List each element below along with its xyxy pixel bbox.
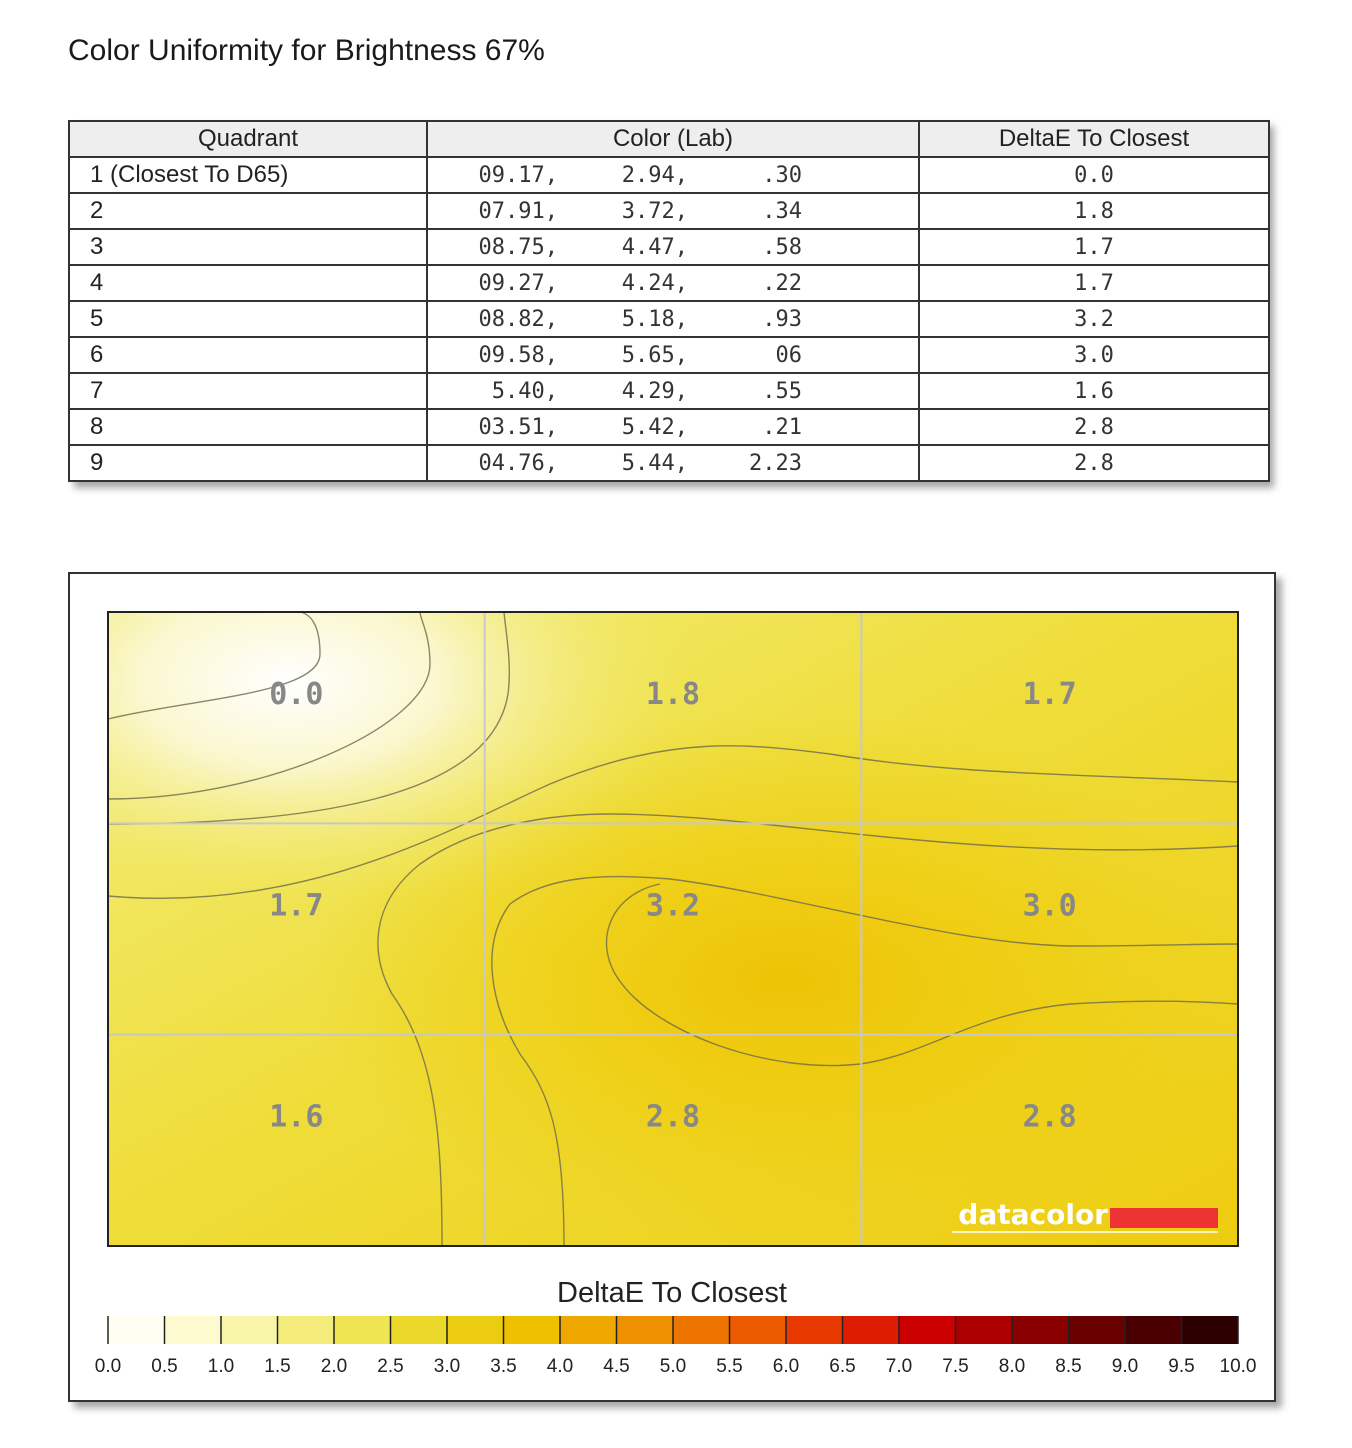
- colorbar-segment: [617, 1316, 674, 1344]
- cell-value-label: 1.7: [1022, 677, 1077, 712]
- lab-a-value: 2.94,: [621, 163, 688, 188]
- colorbar-segment: [108, 1316, 165, 1344]
- deltae-cell: 3.2: [919, 301, 1269, 337]
- colorbar-tick-label: 3.5: [490, 1356, 517, 1377]
- lab-a-value: 5.44,: [621, 451, 688, 476]
- deltae-cell: 0.0: [919, 157, 1269, 193]
- table-row: [69, 445, 1269, 481]
- lab-a-value: 5.65,: [621, 343, 688, 368]
- quadrant-cell: 9: [69, 445, 427, 481]
- lab-l-value: 08.82,: [478, 307, 558, 332]
- colorbar-segment: [673, 1316, 730, 1344]
- page-title: Color Uniformity for Brightness 67%: [68, 34, 545, 67]
- table-row: [69, 337, 1269, 373]
- lab-l-value: 09.27,: [478, 271, 558, 296]
- cell-value-label: 1.8: [645, 677, 701, 712]
- colorbar-tick-label: 5.5: [716, 1356, 743, 1377]
- colorbar-segment: [956, 1316, 1013, 1344]
- lab-table: [68, 120, 1268, 482]
- table-row: [69, 301, 1269, 337]
- quadrant-cell: 6: [69, 337, 427, 373]
- colorbar-tick-label: 7.0: [885, 1356, 913, 1377]
- lab-b-value: .30: [762, 163, 802, 188]
- lab-l-value: 5.40,: [491, 379, 558, 404]
- colorbar-segment: [899, 1316, 956, 1344]
- lab-cell: [427, 373, 919, 409]
- header-deltae: DeltaE To Closest: [919, 121, 1269, 157]
- colorbar-segment: [1012, 1316, 1069, 1344]
- colorbar-tick-label: 0.0: [94, 1356, 122, 1377]
- header-color-lab: Color (Lab): [427, 121, 919, 157]
- lab-b-value: .58: [762, 235, 802, 260]
- lab-l-value: 09.17,: [478, 163, 558, 188]
- colorbar-tick-label: 7.5: [942, 1356, 969, 1377]
- colorbar-segment: [391, 1316, 448, 1344]
- heatmap-chart: [70, 574, 1274, 1400]
- table-row: [69, 373, 1269, 409]
- lab-l-value: 08.75,: [478, 235, 558, 260]
- cell-value-label: 3.0: [1022, 888, 1077, 924]
- lab-cell: [427, 193, 919, 229]
- quadrant-cell: 3: [69, 229, 427, 265]
- colorbar-tick-label: 9.5: [1168, 1356, 1195, 1377]
- lab-cell: [427, 157, 919, 193]
- table-row: [69, 157, 1269, 193]
- lab-a-value: 5.42,: [621, 415, 688, 440]
- lab-cell: [427, 445, 919, 481]
- deltae-cell: 2.8: [919, 409, 1269, 445]
- header-quadrant: Quadrant: [69, 121, 427, 157]
- colorbar-segment: [1125, 1316, 1182, 1344]
- colorbar-tick-label: 2.5: [377, 1356, 404, 1377]
- quadrant-cell: 8: [69, 409, 427, 445]
- colorbar-segment: [843, 1316, 900, 1344]
- colorbar-tick-label: 8.5: [1055, 1356, 1082, 1377]
- cell-value-label: 0.0: [269, 677, 324, 712]
- deltae-cell: 1.6: [919, 373, 1269, 409]
- lab-cell: [427, 409, 919, 445]
- colorbar-segment: [786, 1316, 843, 1344]
- lab-l-value: 07.91,: [478, 199, 558, 224]
- colorbar-segment: [504, 1316, 561, 1344]
- lab-cell: [427, 337, 919, 373]
- deltae-cell: 1.8: [919, 193, 1269, 229]
- table-row: [69, 409, 1269, 445]
- colorbar-tick-label: 1.0: [207, 1356, 235, 1377]
- cell-value-label: 3.2: [645, 888, 701, 924]
- colorbar-tick-label: 5.0: [659, 1356, 687, 1377]
- colorbar-segment: [730, 1316, 787, 1344]
- quadrant-cell: 2: [69, 193, 427, 229]
- colorbar-tick-label: 3.0: [433, 1356, 461, 1377]
- lab-a-value: 4.24,: [621, 271, 688, 296]
- table-row: [69, 229, 1269, 265]
- lab-b-value: .93: [762, 307, 802, 332]
- colorbar-segment: [1069, 1316, 1126, 1344]
- cell-value-label: 2.8: [1022, 1099, 1077, 1135]
- lab-a-value: 5.18,: [621, 307, 688, 332]
- colorbar-tick-label: 4.5: [603, 1356, 630, 1377]
- colorbar-tick-label: 10.0: [1219, 1356, 1257, 1377]
- datacolor-logo-bar: [1110, 1208, 1218, 1228]
- colorbar-tick-label: 4.0: [546, 1356, 574, 1377]
- quadrant-cell: 5: [69, 301, 427, 337]
- table-row: [69, 193, 1269, 229]
- colorbar-tick-label: 6.5: [829, 1356, 856, 1377]
- colorbar-tick-label: 1.5: [264, 1356, 291, 1377]
- cell-value-label: 1.6: [269, 1099, 324, 1135]
- colorbar-tick-label: 2.0: [320, 1356, 348, 1377]
- quadrant-cell: 1 (Closest To D65): [69, 157, 427, 193]
- cell-value-label: 1.7: [269, 888, 324, 924]
- colorbar-tick-label: 9.0: [1111, 1356, 1139, 1377]
- lab-a-value: 4.47,: [621, 235, 688, 260]
- lab-b-value: .34: [762, 199, 802, 224]
- lab-cell: [427, 229, 919, 265]
- colorbar-segment: [334, 1316, 391, 1344]
- table-header-row: [69, 121, 1269, 157]
- datacolor-logo: datacolor: [958, 1198, 1108, 1231]
- lab-l-value: 09.58,: [478, 343, 558, 368]
- quadrant-cell: 7: [69, 373, 427, 409]
- lab-b-value: .55: [762, 379, 802, 404]
- deltae-cell: 3.0: [919, 337, 1269, 373]
- lab-b-value: 2.23: [749, 451, 802, 476]
- lab-cell: [427, 265, 919, 301]
- lab-b-value: 06: [775, 343, 802, 368]
- lab-cell: [427, 301, 919, 337]
- colorbar-segment: [447, 1316, 504, 1344]
- chart-panel: [68, 572, 1276, 1402]
- quadrant-cell: 4: [69, 265, 427, 301]
- colorbar-tick-label: 0.5: [151, 1356, 178, 1377]
- lab-a-value: 3.72,: [621, 199, 688, 224]
- colorbar-segment: [1182, 1316, 1239, 1344]
- lab-b-value: .22: [762, 271, 802, 296]
- colorbar-tick-label: 6.0: [772, 1356, 800, 1377]
- lab-a-value: 4.29,: [621, 379, 688, 404]
- deltae-cell: 2.8: [919, 445, 1269, 481]
- lab-b-value: .21: [762, 415, 802, 440]
- colorbar-title: DeltaE To Closest: [557, 1277, 787, 1309]
- table-row: [69, 265, 1269, 301]
- cell-value-label: 2.8: [645, 1099, 701, 1135]
- deltae-cell: 1.7: [919, 229, 1269, 265]
- colorbar-segment: [221, 1316, 278, 1344]
- deltae-cell: 1.7: [919, 265, 1269, 301]
- colorbar-segment: [165, 1316, 222, 1344]
- colorbar-tick-label: 8.0: [998, 1356, 1026, 1377]
- colorbar-segment: [278, 1316, 335, 1344]
- colorbar-segment: [560, 1316, 617, 1344]
- lab-l-value: 03.51,: [478, 415, 558, 440]
- lab-l-value: 04.76,: [478, 451, 558, 476]
